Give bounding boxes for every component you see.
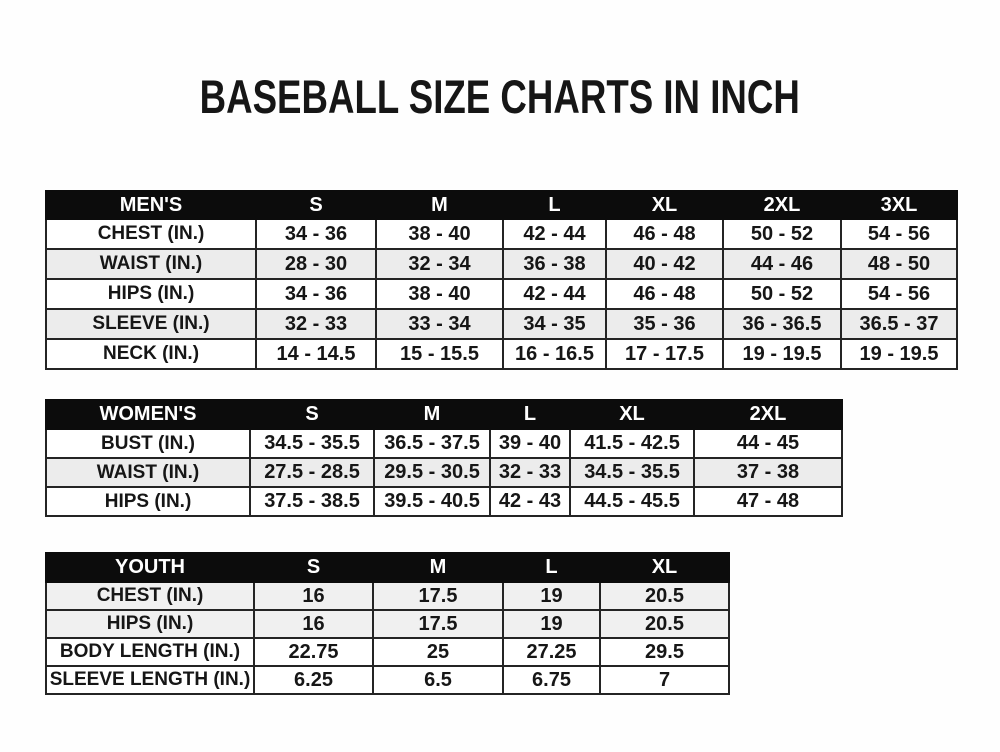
size-cell: 27.5 - 28.5 xyxy=(250,458,374,487)
table-row-hips xyxy=(46,487,842,516)
size-col-header-l: L xyxy=(503,191,606,219)
size-col-header-2xl: 2XL xyxy=(694,400,842,429)
row-label: WAIST (IN.) xyxy=(46,458,250,487)
size-cell: 36.5 - 37.5 xyxy=(374,429,490,458)
size-cell: 50 - 52 xyxy=(723,219,841,249)
table-row-neck xyxy=(46,339,957,369)
size-cell: 7 xyxy=(600,666,729,694)
size-cell: 19 - 19.5 xyxy=(723,339,841,369)
size-cell: 44.5 - 45.5 xyxy=(570,487,694,516)
size-cell: 38 - 40 xyxy=(376,279,503,309)
size-cell: 17.5 xyxy=(373,610,503,638)
size-cell: 16 xyxy=(254,582,373,610)
size-cell: 36.5 - 37 xyxy=(841,309,957,339)
size-cell: 20.5 xyxy=(600,610,729,638)
size-col-header-s: S xyxy=(250,400,374,429)
row-label: NECK (IN.) xyxy=(46,339,256,369)
table-row-waist xyxy=(46,249,957,279)
size-cell: 34 - 35 xyxy=(503,309,606,339)
size-cell: 29.5 xyxy=(600,638,729,666)
womens-size-table xyxy=(45,399,843,517)
size-cell: 34.5 - 35.5 xyxy=(250,429,374,458)
size-cell: 6.25 xyxy=(254,666,373,694)
size-cell: 32 - 33 xyxy=(256,309,376,339)
size-cell: 17.5 xyxy=(373,582,503,610)
size-cell: 47 - 48 xyxy=(694,487,842,516)
youth-group-header: YOUTH xyxy=(46,553,254,582)
table-row-body-length xyxy=(46,638,729,666)
size-col-header-2xl: 2XL xyxy=(723,191,841,219)
size-cell: 46 - 48 xyxy=(606,219,723,249)
size-cell: 36 - 36.5 xyxy=(723,309,841,339)
size-cell: 15 - 15.5 xyxy=(376,339,503,369)
size-col-header-m: M xyxy=(374,400,490,429)
table-row-hips xyxy=(46,610,729,638)
size-cell: 34 - 36 xyxy=(256,219,376,249)
table-row-chest xyxy=(46,219,957,249)
size-cell: 40 - 42 xyxy=(606,249,723,279)
size-cell: 46 - 48 xyxy=(606,279,723,309)
size-cell: 19 xyxy=(503,582,600,610)
size-cell: 48 - 50 xyxy=(841,249,957,279)
size-cell: 34 - 36 xyxy=(256,279,376,309)
size-col-header-m: M xyxy=(373,553,503,582)
size-cell: 32 - 34 xyxy=(376,249,503,279)
size-cell: 17 - 17.5 xyxy=(606,339,723,369)
table-row-waist xyxy=(46,458,842,487)
row-label: HIPS (IN.) xyxy=(46,487,250,516)
row-label: SLEEVE LENGTH (IN.) xyxy=(46,666,254,694)
mens-size-table xyxy=(45,190,958,370)
row-label: WAIST (IN.) xyxy=(46,249,256,279)
size-cell: 25 xyxy=(373,638,503,666)
size-cell: 32 - 33 xyxy=(490,458,570,487)
mens-header-row xyxy=(46,191,957,219)
size-cell: 44 - 46 xyxy=(723,249,841,279)
size-cell: 33 - 34 xyxy=(376,309,503,339)
size-cell: 36 - 38 xyxy=(503,249,606,279)
size-cell: 35 - 36 xyxy=(606,309,723,339)
size-cell: 6.5 xyxy=(373,666,503,694)
size-cell: 14 - 14.5 xyxy=(256,339,376,369)
table-row-hips xyxy=(46,279,957,309)
size-col-header-l: L xyxy=(503,553,600,582)
size-cell: 42 - 44 xyxy=(503,279,606,309)
page-title-text: BASEBALL SIZE CHARTS IN INCH xyxy=(199,70,801,123)
size-col-header-xl: XL xyxy=(570,400,694,429)
table-row-sleeve xyxy=(46,309,957,339)
size-col-header-m: M xyxy=(376,191,503,219)
size-cell: 20.5 xyxy=(600,582,729,610)
row-label: CHEST (IN.) xyxy=(46,219,256,249)
row-label: SLEEVE (IN.) xyxy=(46,309,256,339)
size-col-header-3xl: 3XL xyxy=(841,191,957,219)
table-row-bust xyxy=(46,429,842,458)
size-col-header-l: L xyxy=(490,400,570,429)
size-cell: 42 - 44 xyxy=(503,219,606,249)
row-label: BUST (IN.) xyxy=(46,429,250,458)
size-cell: 39.5 - 40.5 xyxy=(374,487,490,516)
mens-group-header: MEN'S xyxy=(46,191,256,219)
size-cell: 37.5 - 38.5 xyxy=(250,487,374,516)
size-cell: 42 - 43 xyxy=(490,487,570,516)
size-cell: 28 - 30 xyxy=(256,249,376,279)
row-label: CHEST (IN.) xyxy=(46,582,254,610)
size-cell: 22.75 xyxy=(254,638,373,666)
size-cell: 34.5 - 35.5 xyxy=(570,458,694,487)
table-row-sleeve-length xyxy=(46,666,729,694)
size-cell: 39 - 40 xyxy=(490,429,570,458)
size-cell: 16 - 16.5 xyxy=(503,339,606,369)
size-cell: 50 - 52 xyxy=(723,279,841,309)
size-cell: 27.25 xyxy=(503,638,600,666)
page-title xyxy=(0,68,1000,126)
size-cell: 54 - 56 xyxy=(841,279,957,309)
size-cell: 41.5 - 42.5 xyxy=(570,429,694,458)
size-cell: 38 - 40 xyxy=(376,219,503,249)
size-cell: 19 xyxy=(503,610,600,638)
size-cell: 6.75 xyxy=(503,666,600,694)
row-label: HIPS (IN.) xyxy=(46,279,256,309)
youth-size-table xyxy=(45,552,730,695)
size-col-header-s: S xyxy=(254,553,373,582)
womens-header-row xyxy=(46,400,842,429)
womens-group-header: WOMEN'S xyxy=(46,400,250,429)
size-col-header-xl: XL xyxy=(606,191,723,219)
size-cell: 44 - 45 xyxy=(694,429,842,458)
size-col-header-xl: XL xyxy=(600,553,729,582)
row-label: HIPS (IN.) xyxy=(46,610,254,638)
size-cell: 29.5 - 30.5 xyxy=(374,458,490,487)
size-cell: 16 xyxy=(254,610,373,638)
row-label: BODY LENGTH (IN.) xyxy=(46,638,254,666)
size-col-header-s: S xyxy=(256,191,376,219)
youth-header-row xyxy=(46,553,729,582)
size-cell: 37 - 38 xyxy=(694,458,842,487)
size-cell: 19 - 19.5 xyxy=(841,339,957,369)
size-cell: 54 - 56 xyxy=(841,219,957,249)
table-row-chest xyxy=(46,582,729,610)
